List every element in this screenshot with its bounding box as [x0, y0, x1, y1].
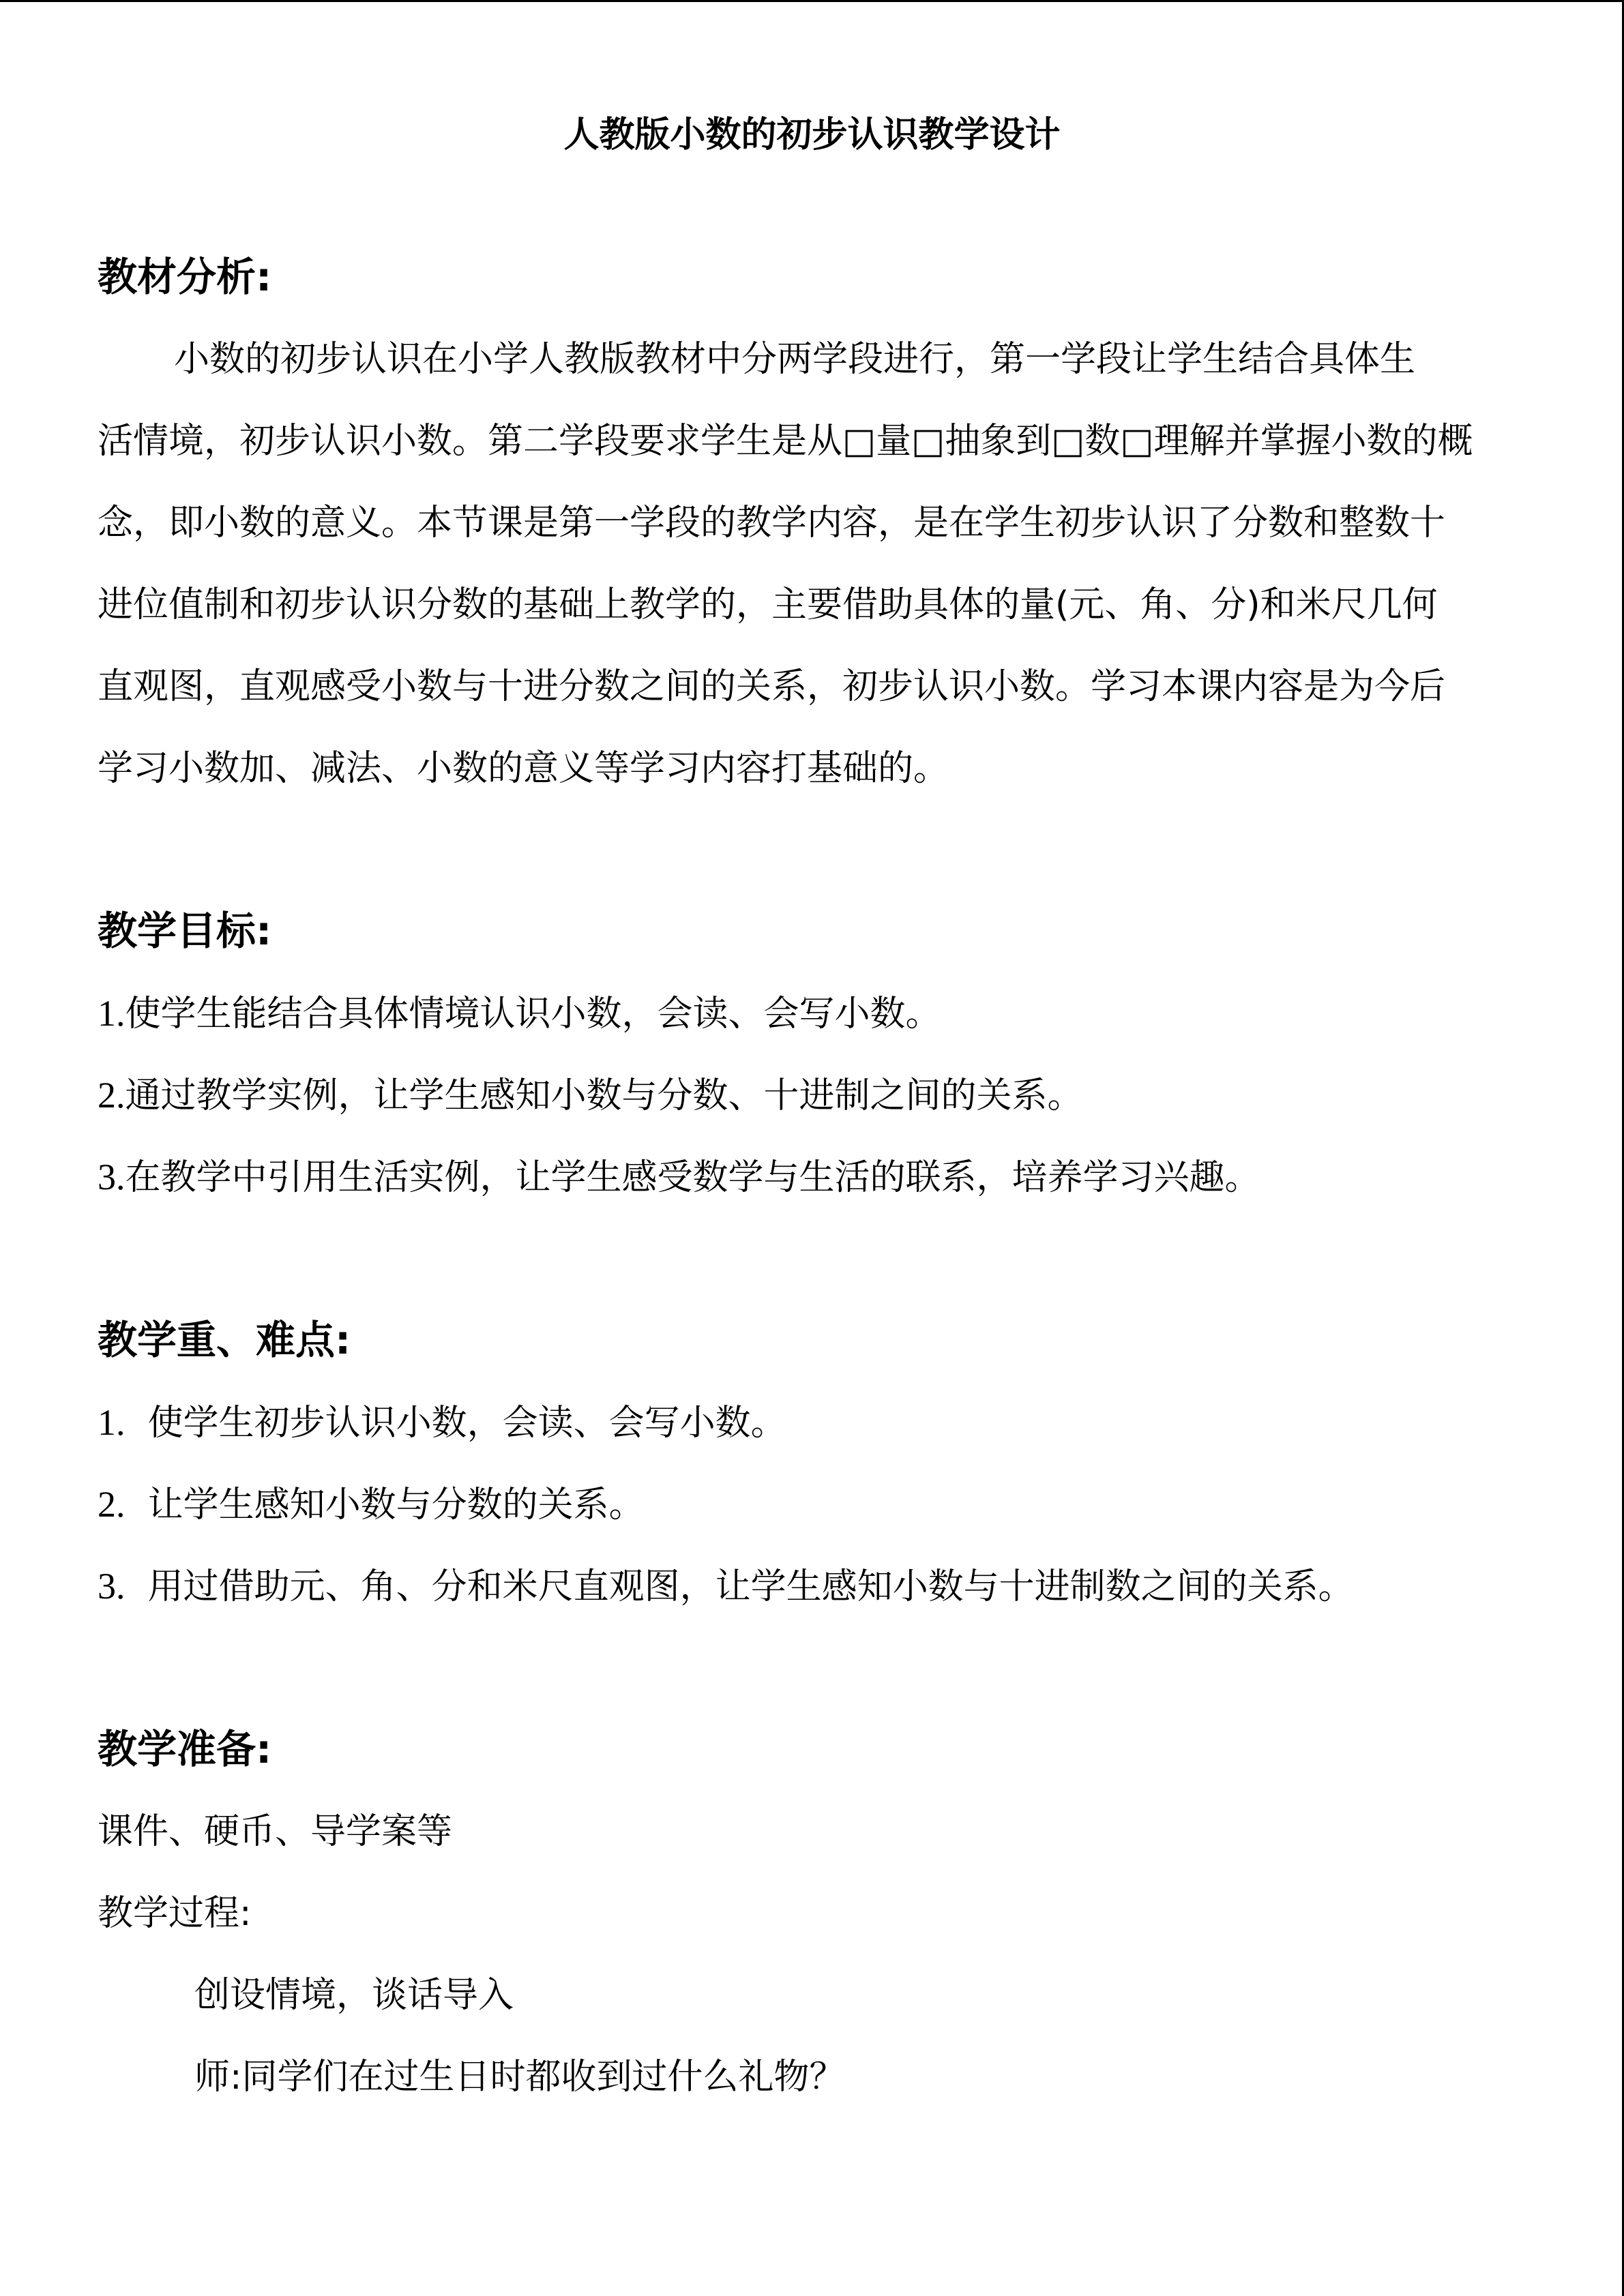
- keypoint-number: 2.: [98, 1484, 126, 1525]
- goal-number: 1.: [98, 993, 126, 1034]
- goal-number: 2.: [98, 1075, 126, 1116]
- section-heading-goals: 教学目标:: [98, 908, 272, 954]
- teacher-line: 师:同学们在过生日时都收到过什么礼物？: [194, 2057, 845, 2098]
- analysis-line: 念，即小数的意义。本节课是第一学段的教学内容，是在学生初步认识了分数和整数十: [98, 503, 1446, 543]
- goal-item: [98, 1068, 1083, 1123]
- keypoint-item: [98, 1559, 1354, 1614]
- goal-text: 在教学中引用生活实例，让学生感受数学与生活的联系，培养学习兴趣。: [125, 1157, 1260, 1198]
- goal-item: [98, 986, 941, 1041]
- analysis-line: 活情境，初步认识小数。第二学段要求学生是从□量□抽象到□数□理解并掌握小数的概: [98, 421, 1473, 462]
- goal-item: [98, 1150, 1260, 1205]
- keypoint-text: 让学生感知小数与分数的关系。: [147, 1485, 645, 1525]
- keypoint-number: 1.: [98, 1402, 126, 1443]
- goal-number: 3.: [98, 1157, 126, 1197]
- keypoint-item: [98, 1477, 645, 1532]
- keypoint-item: [98, 1395, 786, 1450]
- analysis-line: 直观图，直观感受小数与十进分数之间的关系，初步认识小数。学习本课内容是为今后: [98, 666, 1446, 707]
- section-heading-keypoints: 教学重、难点:: [98, 1317, 351, 1363]
- section-heading-preparation: 教学准备:: [98, 1726, 272, 1772]
- goal-text: 使学生能结合具体情境认识小数，会读、会写小数。: [125, 994, 941, 1034]
- keypoint-text: 使学生初步认识小数，会读、会写小数。: [147, 1403, 786, 1444]
- analysis-paragraph: [98, 332, 1520, 823]
- keypoint-text: 用过借助元、角、分和米尺直观图，让学生感知小数与十进制数之间的关系。: [147, 1566, 1354, 1607]
- document-title: 人教版小数的初步认识教学设计: [563, 115, 1061, 155]
- analysis-line: 学习小数加、减法、小数的意义等学习内容打基础的。: [98, 748, 949, 789]
- keypoint-number: 3.: [98, 1566, 126, 1607]
- section-heading-analysis: 教材分析:: [98, 254, 272, 300]
- materials-line: 课件、硬币、导学案等: [98, 1811, 453, 1852]
- process-label: 教学过程:: [98, 1893, 252, 1934]
- goal-text: 通过教学实例，让学生感知小数与分数、十进制之间的关系。: [125, 1075, 1083, 1116]
- process-step: 创设情境，谈话导入: [194, 1975, 514, 2016]
- analysis-line: 进位值制和初步认识分数的基础上教学的，主要借助具体的量(元、角、分)和米尺几何: [98, 584, 1438, 625]
- analysis-line: 小数的初步认识在小学人教版教材中分两学段进行，第一学段让学生结合具体生: [174, 339, 1416, 380]
